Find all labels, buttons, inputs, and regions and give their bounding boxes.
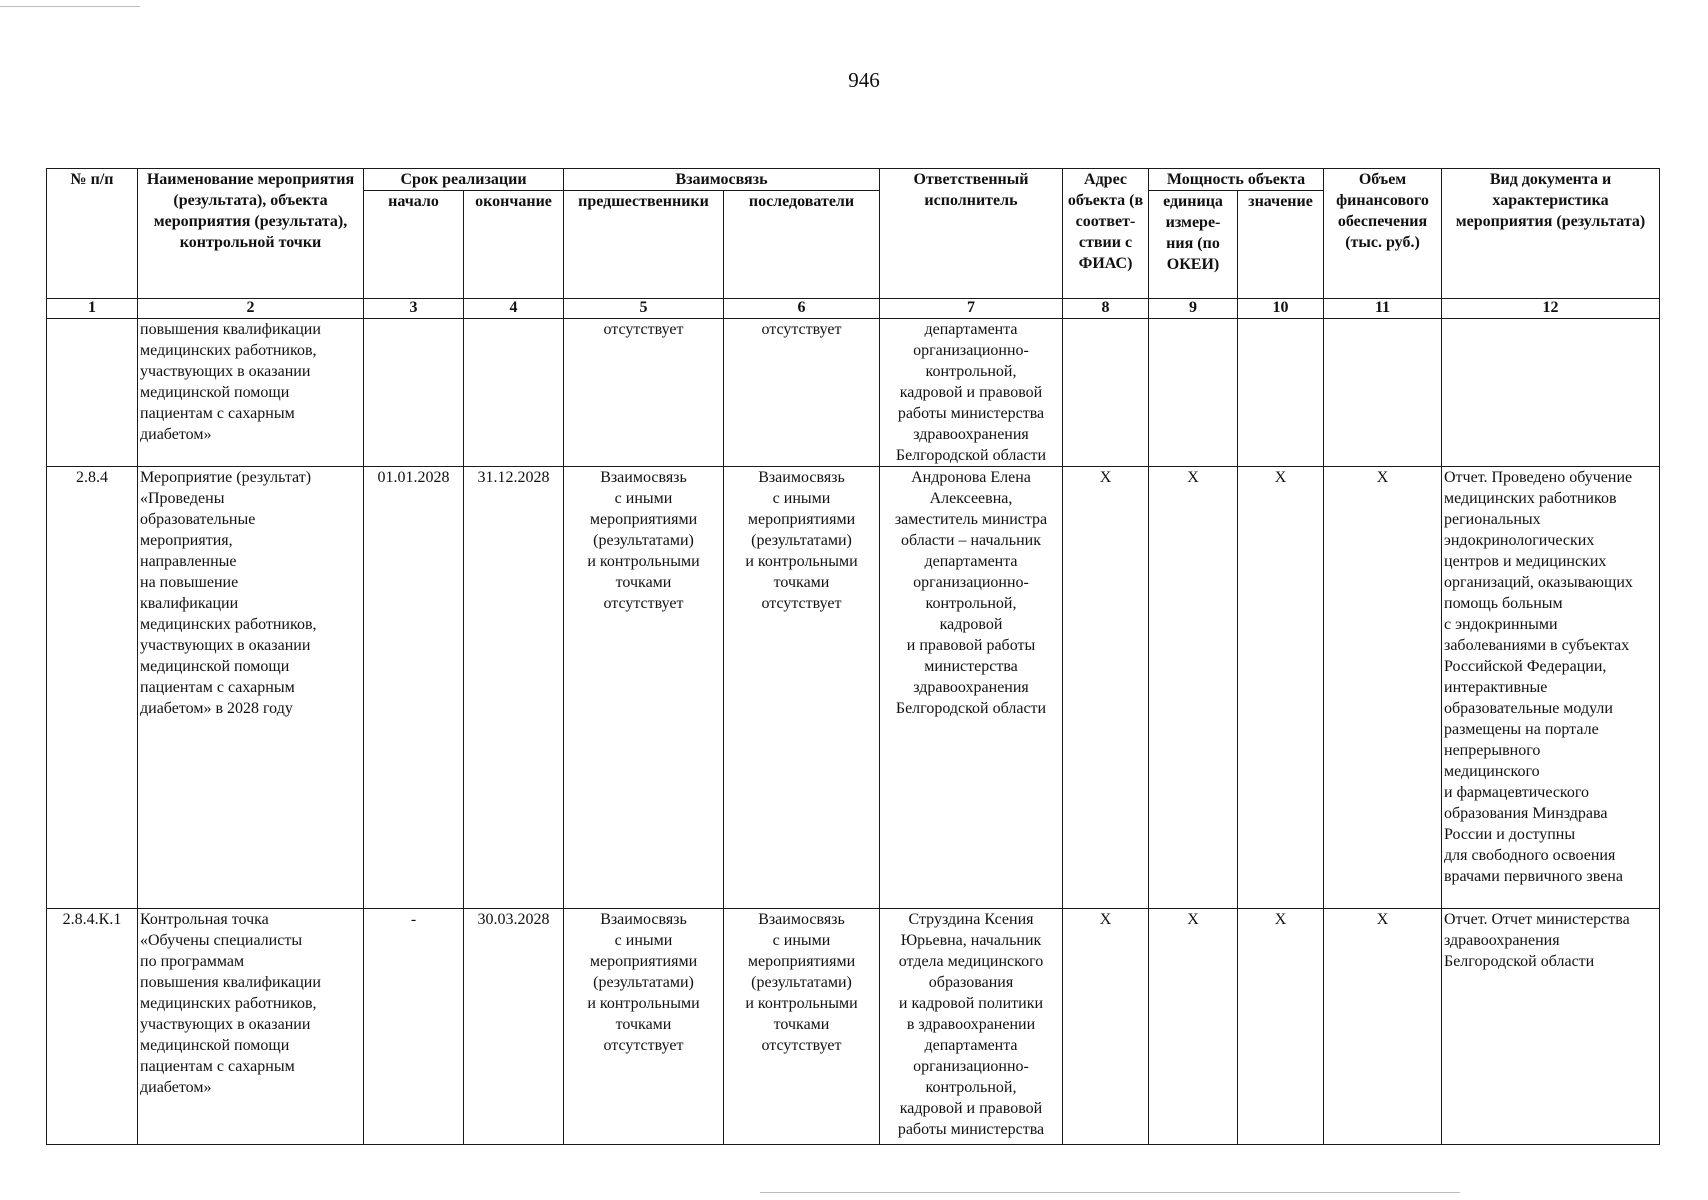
header-doc-type: Вид документа и характеристика мероприятия (результата) (1442, 169, 1660, 299)
row-start: - (364, 909, 464, 1145)
row-num: 2.8.4.К.1 (47, 909, 138, 1145)
column-number: 10 (1238, 299, 1324, 319)
row-name: повышения квалификации медицинских работников, участвующих в оказании медицинской помощи пациентам с сахарным диабетом» (138, 319, 364, 467)
column-number: 4 (464, 299, 564, 319)
header-end: окончание (464, 191, 564, 299)
row-predecessors: Взаимосвязь с иными мероприятиями (результатами) и контрольными точками отсутствует (564, 909, 724, 1145)
implementation-plan-table (46, 168, 1660, 1145)
row-unit: X (1149, 909, 1238, 1145)
row-start: 01.01.2028 (364, 467, 464, 909)
row-num (47, 319, 138, 467)
row-num: 2.8.4 (47, 467, 138, 909)
row-successors: Взаимосвязь с иными мероприятиями (результатами) и контрольными точками отсутствует (724, 909, 880, 1145)
row-value (1238, 319, 1324, 467)
header-name: Наименование мероприятия (результата), объекта мероприятия (результата), контрольной точки (138, 169, 364, 299)
column-number: 6 (724, 299, 880, 319)
header-successors: последователи (724, 191, 880, 299)
row-end: 31.12.2028 (464, 467, 564, 909)
row-funding (1324, 319, 1442, 467)
row-value: X (1238, 909, 1324, 1145)
scan-artifact-bottom (760, 1192, 1460, 1193)
header-unit: единица измере- ния (по ОКЕИ) (1149, 191, 1238, 299)
column-number: 1 (47, 299, 138, 319)
table-row (47, 467, 1660, 909)
row-predecessors: Взаимосвязь с иными мероприятиями (результатами) и контрольными точками отсутствует (564, 467, 724, 909)
column-number: 5 (564, 299, 724, 319)
column-number: 12 (1442, 299, 1660, 319)
row-predecessors: отсутствует (564, 319, 724, 467)
row-successors: отсутствует (724, 319, 880, 467)
row-responsible: Андронова Елена Алексеевна, заместитель министра области – начальник департамента организационно- контрольной, кадровой и правовой работы министерства здравоохранения Белгородской области (880, 467, 1063, 909)
column-number: 2 (138, 299, 364, 319)
row-end: 30.03.2028 (464, 909, 564, 1145)
row-address: X (1063, 467, 1149, 909)
scan-artifact-top (0, 6, 140, 7)
column-number: 9 (1149, 299, 1238, 319)
row-doc (1442, 319, 1660, 467)
header-capacity: Мощность объекта (1149, 169, 1324, 191)
row-funding: X (1324, 467, 1442, 909)
row-end (464, 319, 564, 467)
table-row (47, 319, 1660, 467)
row-name: Контрольная точка «Обучены специалисты по программам повышения квалификации медицинских работников, участвующих в оказании медицинской помощи пациентам с сахарным диабетом» (138, 909, 364, 1145)
header-start: начало (364, 191, 464, 299)
header-link: Взаимосвязь (564, 169, 880, 191)
header-value: значение (1238, 191, 1324, 299)
row-address (1063, 319, 1149, 467)
row-value: X (1238, 467, 1324, 909)
row-doc: Отчет. Отчет министерства здравоохранения Белгородской области (1442, 909, 1660, 1145)
column-number: 11 (1324, 299, 1442, 319)
header-period: Срок реализации (364, 169, 564, 191)
column-number: 7 (880, 299, 1063, 319)
column-number: 3 (364, 299, 464, 319)
column-number: 8 (1063, 299, 1149, 319)
header-responsible: Ответственный исполнитель (880, 169, 1063, 299)
header-funding: Объем финансового обеспечения (тыс. руб.) (1324, 169, 1442, 299)
header-num: № п/п (47, 169, 138, 299)
row-unit (1149, 319, 1238, 467)
row-name: Мероприятие (результат) «Проведены образовательные мероприятия, направленные на повышение квалификации медицинских работников, участвующих в оказании медицинской помощи пациентам с сахарным диабетом» в 2028 году (138, 467, 364, 909)
row-unit: X (1149, 467, 1238, 909)
row-doc: Отчет. Проведено обучение медицинских работников региональных эндокринологических центров и медицинских организаций, оказывающих помощь больным с эндокринными заболеваниями в субъектах Российской Федерации, интерактивные образовательные модули размещены на портале непрерывного медицинского и фармацевтического образования Минздрава России и доступны для свободного освоения врачами первичного звена (1442, 467, 1660, 909)
row-start (364, 319, 464, 467)
row-responsible: Струздина Ксения Юрьевна, начальник отдела медицинского образования и кадровой политики в здравоохранении департамента организационно- контрольной, кадровой и правовой работы министерства (880, 909, 1063, 1145)
row-address: X (1063, 909, 1149, 1145)
header-predecessors: предшественники (564, 191, 724, 299)
page-number: 946 (848, 68, 880, 92)
row-responsible: департамента организационно- контрольной, кадровой и правовой работы министерства здравоохранения Белгородской области (880, 319, 1063, 467)
table-row (47, 909, 1660, 1145)
row-funding: X (1324, 909, 1442, 1145)
row-successors: Взаимосвязь с иными мероприятиями (результатами) и контрольными точками отсутствует (724, 467, 880, 909)
header-address: Адрес объекта (в соответ- ствии с ФИАС) (1063, 169, 1149, 299)
